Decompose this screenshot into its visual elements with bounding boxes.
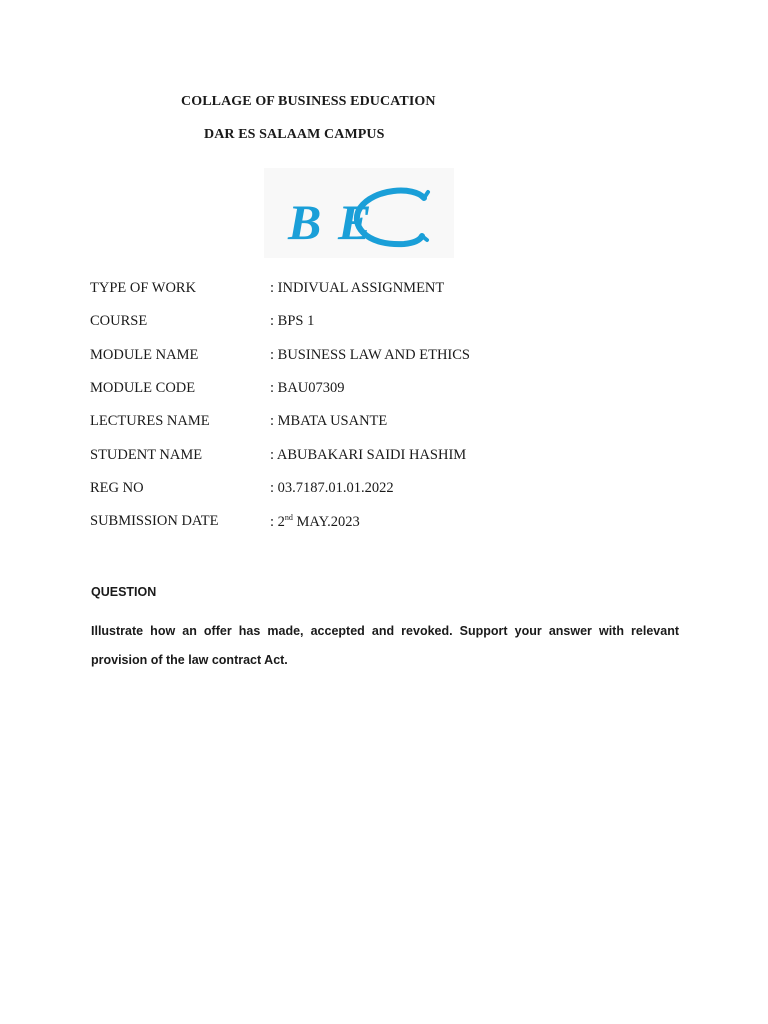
detail-value: : 03.7187.01.01.2022 (270, 480, 394, 496)
detail-row-module-code (90, 380, 690, 400)
detail-label: TYPE OF WORK (90, 280, 197, 296)
detail-label: SUBMISSION DATE (90, 513, 219, 529)
detail-value: : INDIVUAL ASSIGNMENT (270, 280, 445, 296)
detail-value: : ABUBAKARI SAIDI HASHIM (270, 447, 467, 463)
detail-row-reg-no (90, 480, 690, 500)
logo-letter-e: E (338, 194, 372, 250)
detail-value: : BUSINESS LAW AND ETHICS (270, 347, 470, 363)
college-title: COLLAGE OF BUSINESS EDUCATION (181, 94, 436, 109)
detail-label: MODULE NAME (90, 347, 199, 363)
detail-value: : BAU07309 (270, 380, 345, 396)
question-line-1: Illustrate how an offer has made, accepted and revoked. Support your answer with relevant (91, 624, 679, 638)
detail-label: COURSE (90, 313, 148, 329)
question-line-2: provision of the law contract Act. (91, 653, 288, 667)
detail-value: : BPS 1 (270, 313, 315, 329)
detail-label: STUDENT NAME (90, 447, 203, 463)
detail-row-course (90, 313, 690, 333)
detail-row-student-name (90, 447, 690, 467)
detail-label: LECTURES NAME (90, 413, 210, 429)
detail-value: : MBATA USANTE (270, 413, 388, 429)
detail-row-type-of-work (90, 280, 690, 300)
detail-row-lectures-name (90, 413, 690, 433)
cbe-logo-icon (264, 168, 454, 258)
date-suffix: MAY.2023 (292, 514, 360, 530)
cbe-logo (264, 168, 454, 258)
date-ordinal-suffix: nd (284, 513, 293, 522)
detail-row-module-name (90, 347, 690, 367)
detail-label: REG NO (90, 480, 144, 496)
question-heading: QUESTION (91, 585, 157, 599)
date-prefix: : 2 (270, 514, 285, 530)
detail-row-submission-date (90, 513, 690, 533)
logo-letter-b: B (288, 194, 322, 250)
detail-label: MODULE CODE (90, 380, 196, 396)
campus-title: DAR ES SALAAM CAMPUS (204, 127, 385, 142)
question-text (91, 617, 679, 675)
detail-value (270, 513, 360, 531)
